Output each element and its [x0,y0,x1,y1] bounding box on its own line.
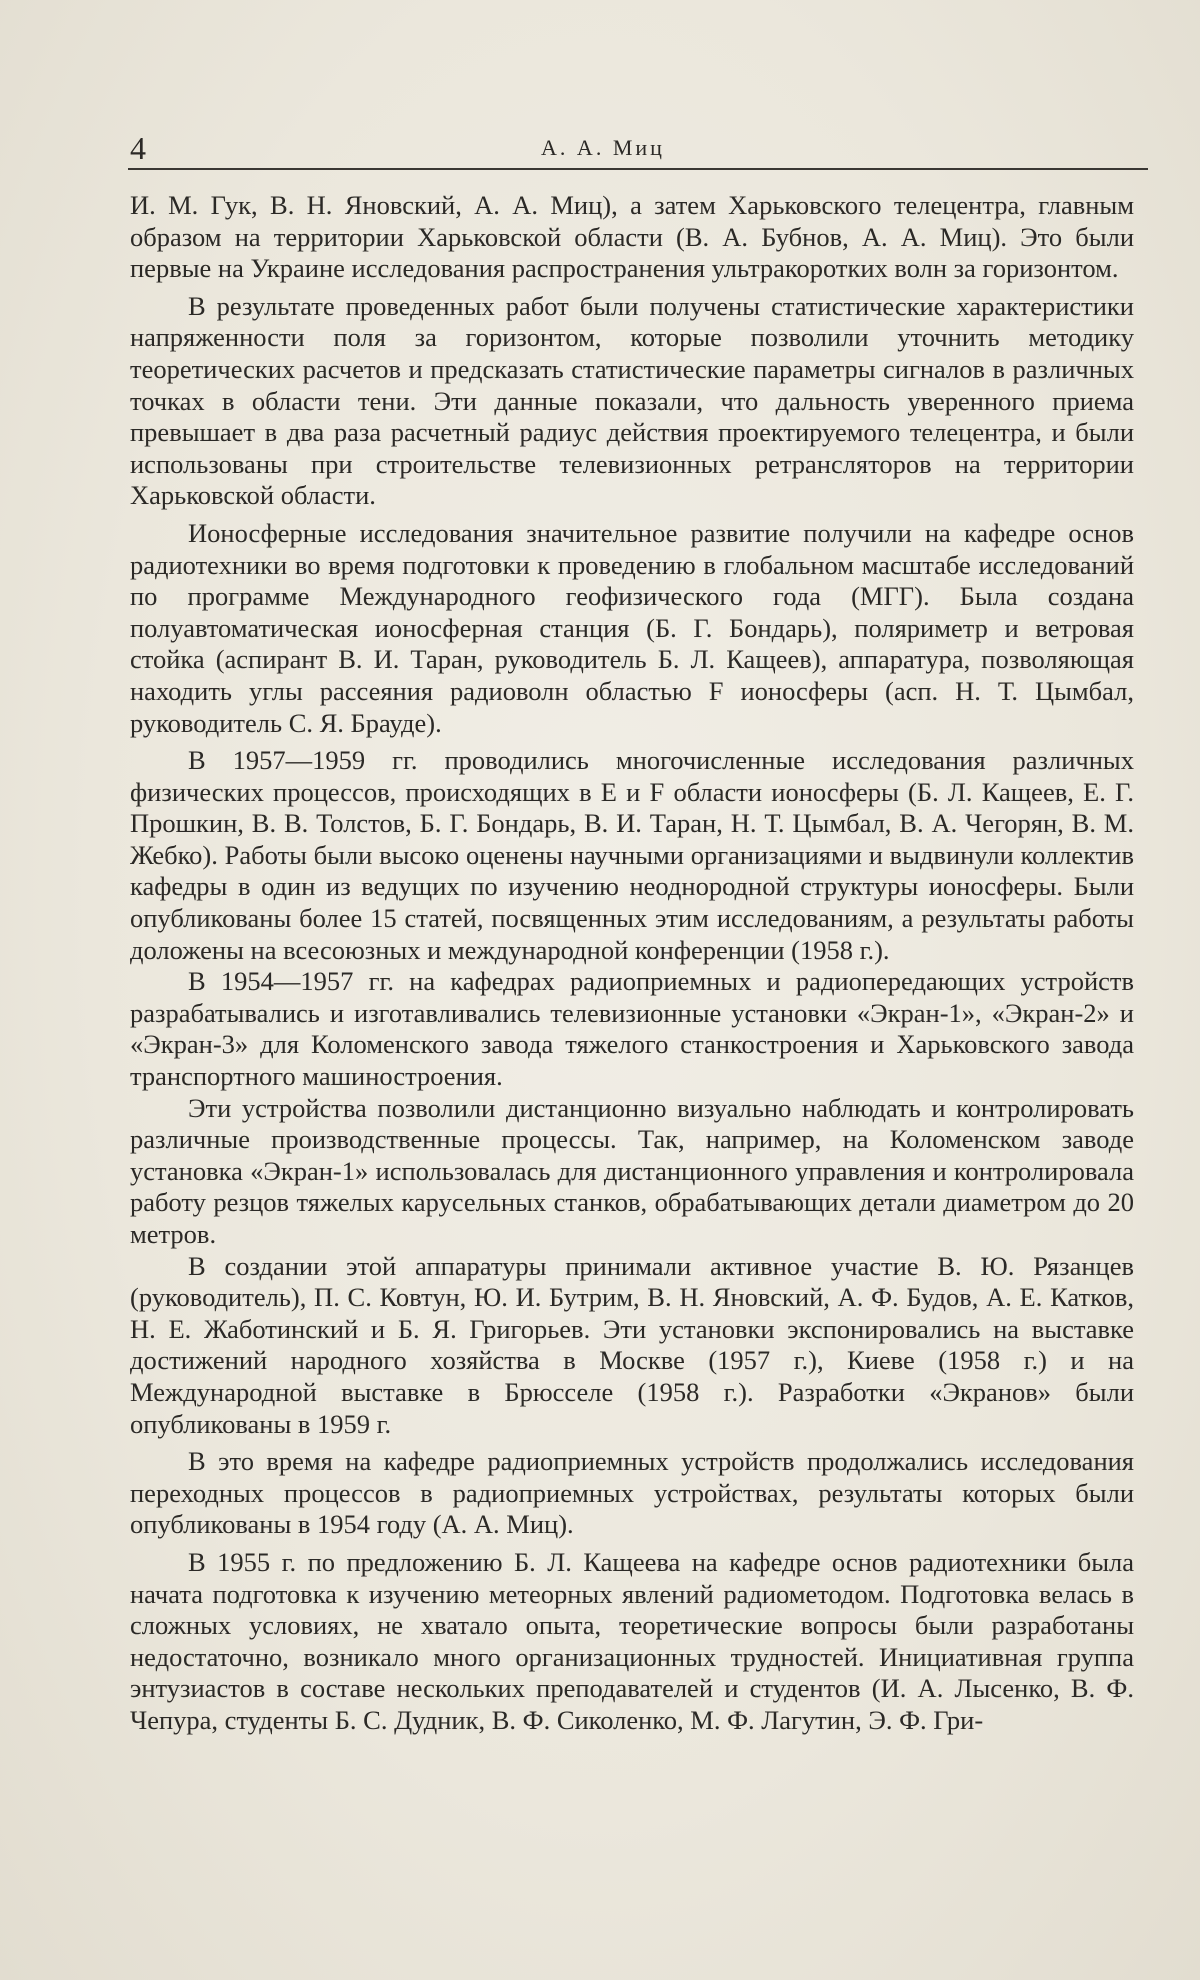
paragraph: В это время на кафедре радиоприемных устройств продолжались исследования переходных процессов в радиоприемных устройствах, результаты которых были опубликованы в 1954 году (А. А. Миц). [130,1446,1134,1540]
page-header [128,128,1148,170]
running-head: А. А. Миц [541,135,665,160]
paragraph: Ионосферные исследования значительное развитие получили на кафедре основ радиотехники во время подготовки к проведению в глобальном масштабе исследований по программе Международного геофизического года (МГГ). Была создана полуавтоматическая ионосферная станция (Б. Г. Бондарь), поляриметр и ветровая стойка (аспирант В. И. Таран, руководитель Б. Л. Кащеев), аппаратура, позволяющая находить углы рассеяния радиоволн областью F ионосферы (асп. Н. Т. Цымбал, руководитель С. Я. Брауде). [130,517,1134,738]
paragraph: Эти устройства позволили дистанционно визуально наблюдать и контролировать различные производственные процессы. Так, например, на Коломенском заводе установка «Экран-1» использовалась для дистанционного управления и контролировала работу резцов тяжелых карусельных станков, обрабатывающих детали диаметром до 20 метров. [130,1092,1134,1249]
paragraph: В результате проведенных работ были получены статистические характеристики напряженности поля за горизонтом, которые позволили уточнить методику теоретических расчетов и предсказать статистические параметры сигналов в различных точках в области тени. Эти данные показали, что дальность уверенного приема превышает в два раза расчетный радиус действия проектируемого телецентра, и были использованы при строительстве телевизионных ретрансляторов на территории Харьковской области. [130,290,1134,511]
body-text [130,190,1134,1743]
paragraph: В 1955 г. по предложению Б. Л. Кащеева на кафедре основ радиотехники была начата подготовка к изучению метеорных явлений радиометодом. Подготовка велась в сложных условиях, не хватало опыта, теоретические вопросы были разработаны недостаточно, возникало много организационных трудностей. Инициативная группа энтузиастов в составе нескольких преподавателей и студентов (И. А. Лысенко, В. Ф. Чепура, студенты Б. С. Дудник, В. Ф. Сиколенко, М. Ф. Лагутин, Э. Ф. Гри- [130,1546,1134,1735]
paragraph: В 1954—1957 гг. на кафедрах радиоприемных и радиопередающих устройств разрабатывались и изготавливались телевизионные установки «Экран-1», «Экран-2» и «Экран-3» для Коломенского завода тяжелого станкостроения и Харьковского завода транспортного машиностроения. [130,966,1134,1092]
paragraph: В 1957—1959 гг. проводились многочисленные исследования различных физических процессов, происходящих в E и F области ионосферы (Б. Л. Кащеев, Е. Г. Прошкин, В. В. Толстов, Б. Г. Бондарь, В. И. Таран, Н. Т. Цымбал, В. А. Чегорян, В. М. Жебко). Работы были высоко оценены научными организациями и выдвинули коллектив кафедры в один из ведущих по изучению неоднородной структуры ионосферы. Были опубликованы более 15 статей, посвященных этим исследованиям, а результаты работы доложены на всесоюзных и международной конференции (1958 г.). [130,745,1134,965]
paragraph: И. М. Гук, В. Н. Яновский, А. А. Миц), а затем Харьковского телецентра, главным образом на территории Харьковской области (В. А. Бубнов, А. А. Миц). Это были первые на Украине исследования распространения ультракоротких волн за горизонтом. [130,190,1134,284]
paragraph: В создании этой аппаратуры принимали активное участие В. Ю. Рязанцев (руководитель), П. С. Ковтун, Ю. И. Бутрим, В. Н. Яновский, А. Ф. Будов, А. Е. Катков, Н. Е. Жаботинский и Б. Я. Григорьев. Эти установки экспонировались на выставке достижений народного хозяйства в Москве (1957 г.), Киеве (1958 г.) и на Международной выставке в Брюсселе (1958 г.). Разработки «Экранов» были опубликованы в 1959 г. [130,1250,1134,1439]
page-number: 4 [130,130,146,166]
